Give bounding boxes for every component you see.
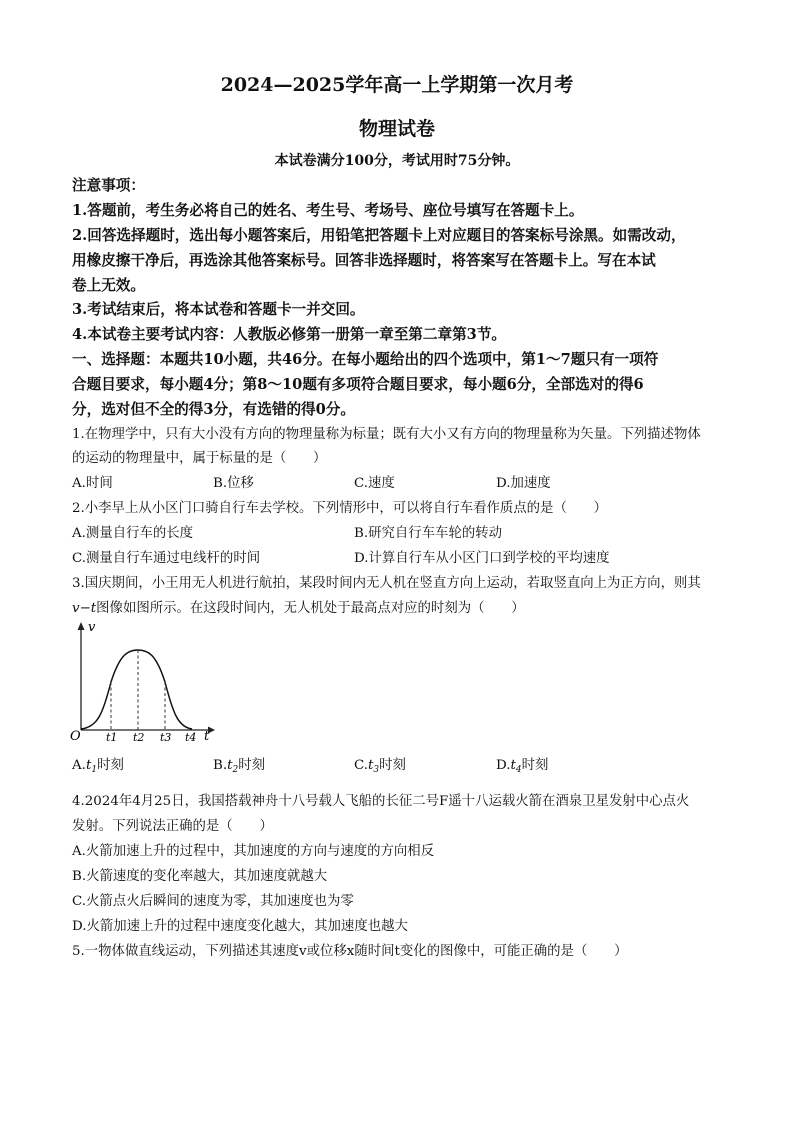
- q5-stem: 5.一物体做直线运动，下列描述其速度v或位移x随时间t变化的图像中，可能正确的是（ ）: [72, 944, 628, 959]
- q4-option-c: C.火箭点火后瞬间的速度为零，其加速度也为零: [72, 894, 354, 909]
- notes-heading: 注意事项：: [72, 177, 145, 194]
- q1-option-b: B.位移: [213, 476, 254, 491]
- q3-option-a: [72, 754, 124, 775]
- q3-option-d-var: t: [510, 758, 516, 773]
- note-2-line1: 2.回答选择题时，选出每小题答案后，用铅笔把答题卡上对应题目的答案标号涂黑。如需改动，: [72, 227, 686, 244]
- q3-option-c: [354, 754, 406, 775]
- exam-info: 本试卷满分100分，考试用时75分钟。: [274, 153, 520, 169]
- q3-option-b: [213, 754, 265, 775]
- q3-option-d-letter: D.: [496, 758, 511, 773]
- note-3: 3.考试结束后，将本试卷和答题卡一并交回。: [72, 301, 365, 318]
- t-label: t: [204, 729, 210, 742]
- q3-option-c-sub: 3: [373, 765, 380, 775]
- tick-t4: t4: [185, 731, 197, 742]
- velocity-curve: [81, 650, 192, 729]
- q1-option-d: D.加速度: [496, 476, 551, 491]
- q3-option-c-text: 时刻: [379, 758, 406, 773]
- q4-option-b: B.火箭速度的变化率越大，其加速度就越大: [72, 869, 328, 884]
- q2-stem: 2.小李早上从小区门口骑自行车去学校。下列情形中，可以将自行车看作质点的是（ ）: [72, 501, 608, 516]
- tick-t1: t1: [106, 731, 118, 742]
- exam-title: 2024—2025学年高一上学期第一次月考: [220, 74, 574, 96]
- tick-t2: t2: [133, 731, 145, 742]
- q3-option-d: [496, 754, 548, 775]
- q4-option-d: D.火箭加速上升的过程中速度变化越大，其加速度也越大: [72, 919, 408, 934]
- v-axis-arrow: [78, 622, 85, 630]
- tick-t3: t3: [160, 731, 172, 742]
- note-2-line3: 卷上无效。: [72, 277, 145, 294]
- q4-stem-line1: 4.2024年4月25日，我国搭载神舟十八号载人飞船的长征二号F遥十八运载火箭在酒泉卫星发射中心点火: [72, 794, 690, 809]
- q3-option-c-letter: C.: [354, 758, 369, 773]
- v-label: v: [88, 620, 96, 635]
- q2-option-a: A.测量自行车的长度: [72, 526, 194, 541]
- q1-option-a: A.时间: [72, 476, 113, 491]
- q2-option-d: D.计算自行车从小区门口到学校的平均速度: [354, 551, 610, 566]
- q3-option-b-text: 时刻: [238, 758, 266, 773]
- q2-option-b: B.研究自行车车轮的转动: [354, 526, 503, 541]
- q3-stem-line2-text: 图像如图所示。在这段时间内，无人机处于最高点对应的时刻为（ ）: [96, 601, 525, 616]
- q3-stem-line2: [72, 597, 525, 616]
- q2-option-c: C.测量自行车通过电线杆的时间: [72, 551, 261, 566]
- note-4: 4.本试卷主要考试内容：人教版必修第一册第一章至第二章第3节。: [72, 326, 507, 343]
- q3-option-a-letter: A.: [72, 758, 86, 773]
- q3-option-d-text: 时刻: [521, 758, 549, 773]
- q1-option-c: C.速度: [354, 476, 395, 491]
- q1-stem-line1: 1.在物理学中，只有大小没有方向的物理量称为标量；既有大小又有方向的物理量称为矢量。下列描述物体: [72, 427, 701, 442]
- section1-line3: 分，选对但不全的得3分，有选错的得0分。: [72, 401, 355, 418]
- q3-stem-line1: 3.国庆期间，小王用无人机进行航拍，某段时间内无人机在竖直方向上运动，若取竖直向上为正方向，则其: [72, 576, 701, 591]
- q3-option-a-text: 时刻: [97, 758, 124, 773]
- note-2-line2: 用橡皮擦干净后，再选涂其他答案标号。回答非选择题时，将答案写在答题卡上。写在本试: [72, 252, 656, 269]
- q4-stem-line2: 发射。下列说法正确的是（ ）: [72, 819, 273, 834]
- q3-option-a-sub: 1: [91, 765, 98, 775]
- section1-line1: 一、选择题：本题共10小题，共46分。在每小题给出的四个选项中，第1～7题只有一项符: [72, 351, 659, 368]
- section1-line2: 合题目要求，每小题4分；第8～10题有多项符合题目要求，每小题6分，全部选对的得6: [72, 376, 644, 393]
- q3-vt-symbol: v−t: [72, 601, 97, 616]
- exam-subject: 物理试卷: [358, 118, 435, 140]
- q3-option-b-letter: B.: [213, 758, 228, 773]
- q3-option-d-sub: 4: [515, 765, 522, 775]
- q4-option-a: A.火箭加速上升的过程中，其加速度的方向与速度的方向相反: [72, 844, 435, 859]
- q1-stem-line2: 的运动的物理量中，属于标量的是（ ）: [72, 451, 327, 466]
- note-1: 1.答题前，考生务必将自己的姓名、考生号、考场号、座位号填写在答题卡上。: [72, 202, 584, 219]
- origin-label: O: [70, 729, 81, 742]
- q3-option-b-sub: 2: [232, 765, 239, 775]
- q3-option-b-var: t: [227, 758, 233, 773]
- q3-option-c-var: t: [368, 758, 374, 773]
- q3-vt-graph: [68, 618, 218, 742]
- q3-option-a-var: t: [85, 758, 92, 773]
